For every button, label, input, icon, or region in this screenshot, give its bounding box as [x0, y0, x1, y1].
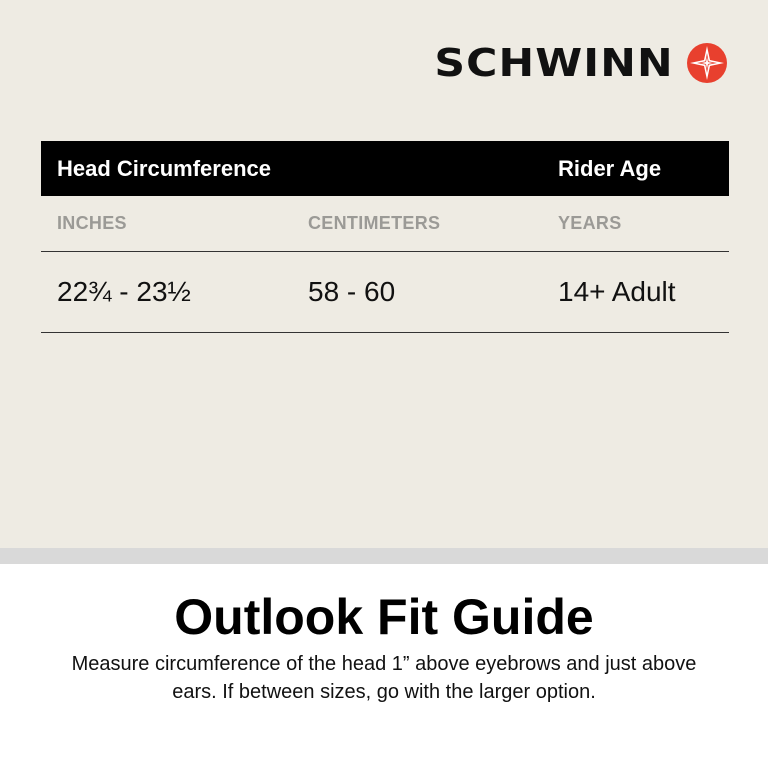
header-rider-age: Rider Age	[558, 156, 662, 181]
subheader-years: YEARS	[558, 213, 622, 233]
table-header	[41, 141, 729, 196]
cell-age: 14+ Adult	[558, 276, 676, 307]
cell-inches: 22¾ - 23½	[57, 276, 191, 307]
guide-title: Outlook Fit Guide	[174, 589, 594, 645]
brand-name: SCHWINN	[434, 41, 674, 85]
table-row	[41, 252, 729, 333]
subheader-centimeters: CENTIMETERS	[308, 213, 441, 233]
schwinn-star-icon	[686, 42, 728, 84]
header-head-circumference: Head Circumference	[57, 156, 271, 181]
size-table	[41, 141, 729, 333]
cell-centimeters: 58 - 60	[308, 276, 396, 307]
divider-band	[0, 548, 768, 564]
guide-panel	[0, 564, 768, 768]
subheader-inches: INCHES	[57, 213, 127, 233]
table-subheader	[41, 196, 729, 252]
guide-description: Measure circumference of the head 1” above eyebrows and just above ears. If between sizes, go with the larger option.	[71, 653, 697, 703]
brand	[434, 41, 728, 85]
